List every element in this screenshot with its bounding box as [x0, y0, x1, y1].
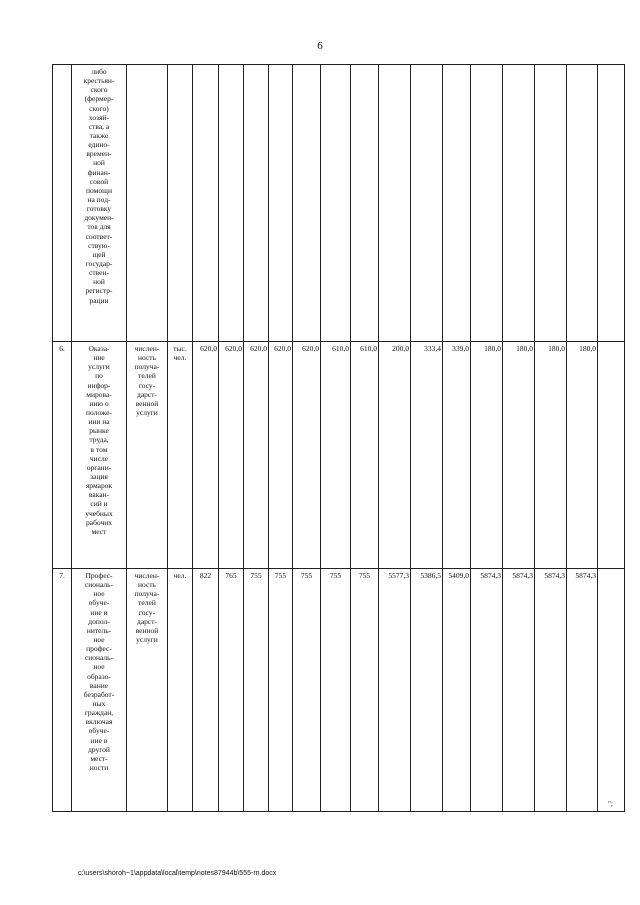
value-cell: 180,0	[471, 342, 503, 569]
value-cell: 610,0	[351, 342, 379, 569]
value-cell: 822	[193, 569, 219, 812]
value-cell: 755	[293, 569, 321, 812]
row-number	[53, 65, 72, 342]
table-row	[53, 569, 625, 812]
value-cell: 5409,0	[443, 569, 471, 812]
unit: чел.	[168, 569, 193, 812]
value-cell: 620,0	[269, 342, 293, 569]
measure-name: либо крестьян- ского (фермер- ского) хозяй- ства, а также едино- времен- ной финан- совой помощи на под- готовку докумен- тов для соответ- ствую- щей государ- ствен- ной регистр- рации	[72, 65, 127, 342]
program-table	[52, 64, 625, 812]
value-cell: 180,0	[567, 342, 598, 569]
value-cell: 620,0	[219, 342, 244, 569]
value-cell	[244, 65, 269, 342]
measure-name: Оказа- ние услуги по инфор- мирова- нию о положе- нии на рынке труда, в том числе органи- зация ярмарок вакан- сий и учебных рабочих мест	[72, 342, 127, 569]
indicator-name: числен- ность получа- телей госу- дарст- венной услуги	[127, 569, 168, 812]
value-cell: 339,0	[443, 342, 471, 569]
value-cell: 610,0	[321, 342, 351, 569]
measure-name: Профес- сиональ- ное обуче- ние и допол- нитель- ное профес- сиональ- ное образо- вание безработ- ных граждан, включая обуче- ние в другой мест- ности	[72, 569, 127, 812]
value-cell: 5577,3	[379, 569, 411, 812]
indicator-name: числен- ность получа- телей госу- дарст- венной услуги	[127, 342, 168, 569]
value-cell	[193, 65, 219, 342]
unit: тыс. чел.	[168, 342, 193, 569]
value-cell	[443, 65, 471, 342]
value-cell	[471, 65, 503, 342]
value-cell: 333,4	[411, 342, 443, 569]
value-cell	[503, 65, 535, 342]
value-cell	[535, 65, 567, 342]
value-cell: 620,0	[244, 342, 269, 569]
value-cell	[379, 65, 411, 342]
value-cell: 765	[219, 569, 244, 812]
value-cell	[598, 65, 625, 342]
table-row	[53, 342, 625, 569]
value-cell: 620,0	[293, 342, 321, 569]
value-cell	[351, 65, 379, 342]
value-cell: 5874,3	[567, 569, 598, 812]
value-cell	[219, 65, 244, 342]
footer-file-path: c:\users\shoroh~1\appdata\local\temp\notes87944b\555-rn.docx	[78, 870, 277, 877]
table-row	[53, 65, 625, 342]
value-cell: 755	[244, 569, 269, 812]
value-cell: 200,0	[379, 342, 411, 569]
indicator-name	[127, 65, 168, 342]
page-number: 6	[317, 40, 323, 52]
value-cell: 620,0	[193, 342, 219, 569]
value-cell: 755	[321, 569, 351, 812]
row-number: 6.	[53, 342, 72, 569]
row-number: 7.	[53, 569, 72, 812]
value-cell	[411, 65, 443, 342]
value-cell	[598, 569, 625, 812]
value-cell	[293, 65, 321, 342]
value-cell	[567, 65, 598, 342]
value-cell: 755	[269, 569, 293, 812]
value-cell	[598, 342, 625, 569]
value-cell	[269, 65, 293, 342]
value-cell: 180,0	[503, 342, 535, 569]
value-cell: 180,0	[535, 342, 567, 569]
unit	[168, 65, 193, 342]
value-cell: 5386,5	[411, 569, 443, 812]
value-cell: 5874,3	[503, 569, 535, 812]
value-cell: 755	[351, 569, 379, 812]
value-cell: 5874,3	[471, 569, 503, 812]
trailing-quote-mark: ";	[608, 800, 613, 808]
value-cell: 5874,3	[535, 569, 567, 812]
value-cell	[321, 65, 351, 342]
